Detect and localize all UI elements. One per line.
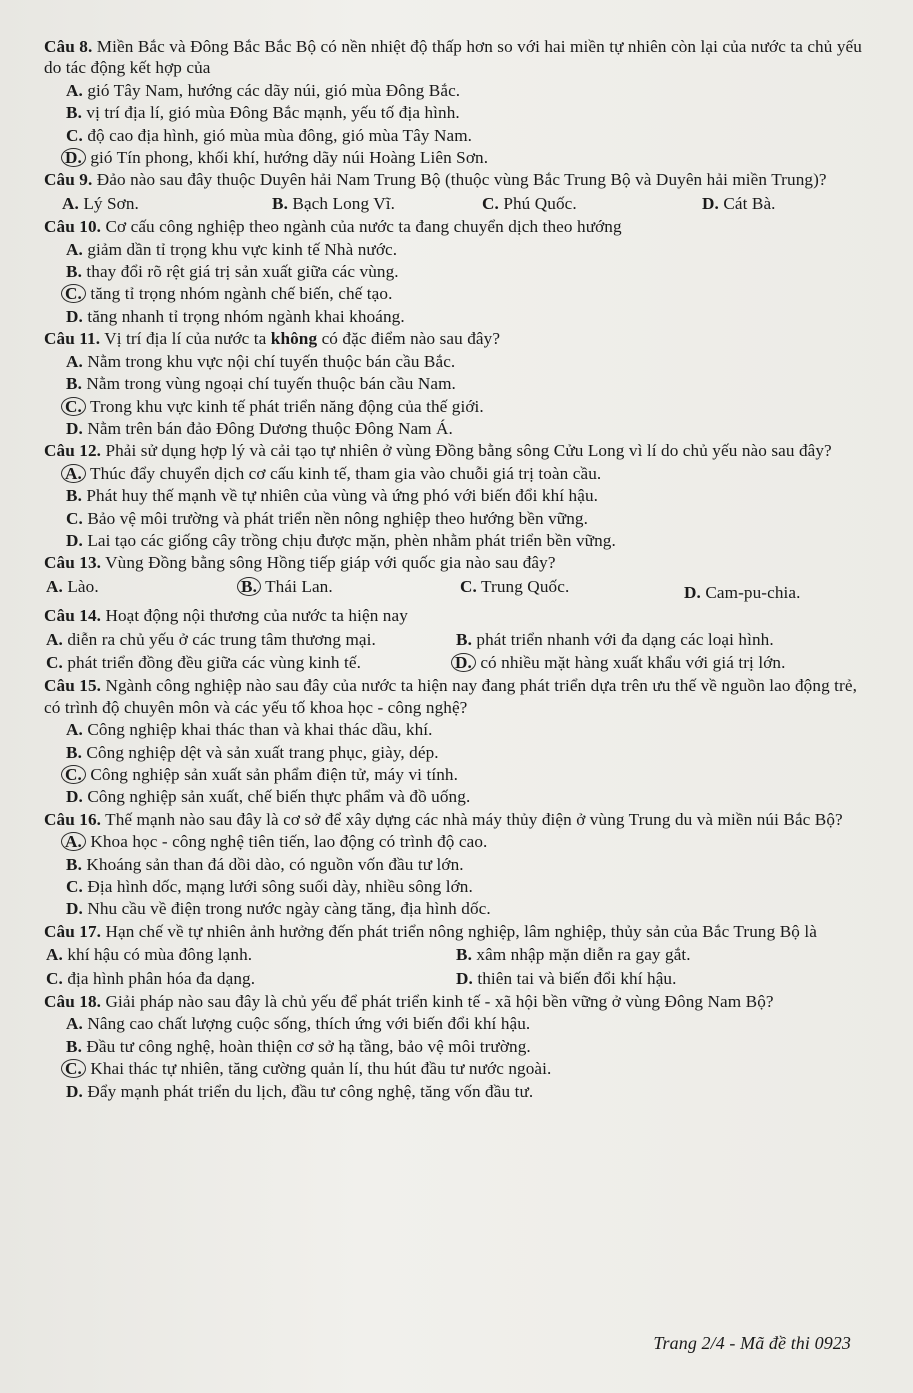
option-d: D. Công nghiệp sản xuất, chế biến thực phẩm và đồ uống.: [66, 787, 471, 807]
question-stem: [44, 675, 873, 718]
option-d: D. Cam-pu-chia.: [684, 582, 801, 602]
question-stem: [44, 809, 873, 830]
option-b: B. Bạch Long Vĩ.: [272, 193, 396, 213]
question-13: [44, 552, 873, 603]
question-8: [44, 36, 873, 168]
option-c: C. Khai thác tự nhiên, tăng cường quản lí, thu hút đầu tư nước ngoài.: [44, 1058, 873, 1079]
question-stem: [44, 921, 873, 942]
option-c: C. phát triển đồng đều giữa các vùng kinh tế.: [46, 652, 362, 672]
question-text: Cơ cấu công nghiệp theo ngành của nước ta đang chuyển dịch theo hướng: [105, 217, 622, 237]
option-a: A. Công nghiệp khai thác than và khai thác dầu, khí.: [66, 720, 433, 740]
option-d: D. gió Tín phong, khối khí, hướng dãy núi Hoàng Liên Sơn.: [44, 147, 873, 168]
options-row: [44, 944, 873, 965]
options-row: [44, 652, 873, 673]
option-b: B. phát triển nhanh với đa dạng các loại hình.: [456, 629, 774, 649]
question-text: Miền Bắc và Đông Bắc Bắc Bộ có nền nhiệt độ thấp hơn so với hai miền tự nhiên còn lại của nước ta chủ yếu do tác động kết hợp của: [44, 37, 862, 78]
option-b: B. Công nghiệp dệt và sản xuất trang phục, giày, dép.: [66, 742, 439, 762]
option-b: B. xâm nhập mặn diễn ra gay gắt.: [456, 945, 691, 965]
question-15: [44, 675, 873, 807]
option-c: C. Trong khu vực kinh tế phát triển năng động của thế giới.: [44, 396, 873, 417]
question-number: Câu 16.: [44, 809, 102, 829]
question-9: [44, 169, 873, 214]
option-c: C. Bảo vệ môi trường và phát triển nền nông nghiệp theo hướng bền vững.: [66, 508, 588, 528]
option-d: D. Nhu cầu về điện trong nước ngày càng tăng, địa hình dốc.: [66, 899, 491, 919]
question-stem: [44, 552, 873, 573]
question-17: [44, 921, 873, 989]
question-stem: [44, 991, 873, 1012]
question-number: Câu 14.: [44, 606, 102, 626]
question-stem: [44, 605, 873, 626]
question-number: Câu 17.: [44, 921, 102, 941]
page-footer: Trang 2/4 - Mã đề thi 0923: [653, 1333, 851, 1353]
option-a: A. Lý Sơn.: [62, 193, 139, 213]
option-d: D. tăng nhanh tỉ trọng nhóm ngành khai khoáng.: [66, 306, 405, 326]
option-b: B. Đầu tư công nghệ, hoàn thiện cơ sở hạ tầng, bảo vệ môi trường.: [66, 1036, 531, 1056]
question-stem: Câu 11. Vị trí địa lí của nước ta không có đặc điểm nào sau đây?: [44, 329, 501, 349]
question-number: Câu 13.: [44, 553, 102, 573]
question-stem: [44, 440, 873, 461]
question-11: [44, 328, 873, 439]
option-b: B. thay đổi rõ rệt giá trị sản xuất giữa các vùng.: [66, 262, 399, 282]
question-10: [44, 216, 873, 327]
option-c: C. Phú Quốc.: [482, 193, 577, 213]
question-number: Câu 12.: [44, 441, 102, 461]
options-row: [44, 576, 873, 603]
option-d: D. Lai tạo các giống cây trồng chịu được mặn, phèn nhằm phát triển bền vững.: [66, 530, 616, 550]
option-b: B. vị trí địa lí, gió mùa Đông Bắc mạnh, yếu tố địa hình.: [66, 103, 460, 123]
question-stem: [44, 36, 873, 79]
option-a: A. Nằm trong khu vực nội chí tuyến thuộc bán cầu Bắc.: [66, 351, 456, 371]
option-a: A. khí hậu có mùa đông lạnh.: [46, 945, 253, 965]
option-b: B. Thái Lan.: [242, 576, 460, 603]
question-text: Hạn chế về tự nhiên ảnh hưởng đến phát triển nông nghiệp, lâm nghiệp, thủy sản của Bắc Trung Bộ là: [105, 921, 817, 941]
option-a: A. Lào.: [46, 576, 99, 596]
question-number: Câu 11.: [44, 329, 101, 349]
question-16: [44, 809, 873, 920]
question-text: Vùng Đồng bằng sông Hồng tiếp giáp với quốc gia nào sau đây?: [105, 553, 556, 573]
question-number: Câu 8.: [44, 37, 93, 56]
question-stem: [44, 169, 873, 190]
option-c: C. Trung Quốc.: [460, 576, 570, 596]
option-d: D. Đẩy mạnh phát triển du lịch, đầu tư công nghệ, tăng vốn đầu tư.: [66, 1081, 534, 1101]
option-c: C. địa hình phân hóa đa dạng.: [46, 968, 256, 988]
question-text: Hoạt động nội thương của nước ta hiện nay: [105, 606, 408, 626]
question-number: Câu 18.: [44, 992, 102, 1012]
option-b: B. Khoáng sản than đá dồi dào, có nguồn vốn đầu tư lớn.: [66, 854, 464, 874]
question-text: Đảo nào sau đây thuộc Duyên hải Nam Trung Bộ (thuộc vùng Bắc Trung Bộ và Duyên hải miền Trung)?: [96, 170, 827, 190]
question-14: [44, 605, 873, 673]
emphasis-word: không: [270, 329, 318, 349]
option-d: D. có nhiều mặt hàng xuất khẩu với giá trị lớn.: [456, 652, 785, 673]
option-b: B. Nằm trong vùng ngoại chí tuyến thuộc bán cầu Nam.: [66, 374, 456, 394]
question-number: Câu 9.: [44, 170, 93, 190]
question-text: Thế mạnh nào sau đây là cơ sở để xây dựng các nhà máy thủy điện ở vùng Trung du và miền núi Bắc Bộ?: [105, 809, 843, 829]
option-b: B. Phát huy thế mạnh về tự nhiên của vùng và ứng phó với biến đổi khí hậu.: [66, 486, 599, 506]
option-a: A. gió Tây Nam, hướng các dãy núi, gió mùa Đông Bắc.: [66, 80, 461, 100]
question-text: Ngành công nghiệp nào sau đây của nước ta hiện nay đang phát triển dựa trên ưu thế về nguồn lao động trẻ, có trình độ chuyên môn và các yếu tố khoa học - công nghệ?: [44, 676, 857, 717]
question-number: Câu 10.: [44, 217, 102, 237]
option-d: D. Cát Bà.: [702, 193, 776, 213]
option-d: D. thiên tai và biến đổi khí hậu.: [456, 968, 677, 988]
option-d: D. Nằm trên bán đảo Đông Dương thuộc Đông Nam Á.: [66, 418, 453, 438]
question-18: [44, 991, 873, 1102]
question-12: [44, 440, 873, 551]
option-a: A. giảm dần tỉ trọng khu vực kinh tế Nhà nước.: [66, 239, 398, 259]
options-row: [44, 968, 873, 989]
option-c: C. Địa hình dốc, mạng lưới sông suối dày, nhiều sông lớn.: [66, 877, 473, 897]
options-row: [44, 193, 873, 214]
option-a: A. Thúc đẩy chuyển dịch cơ cấu kinh tế, tham gia vào chuỗi giá trị toàn cầu.: [44, 463, 873, 484]
option-a: A. Nâng cao chất lượng cuộc sống, thích ứng với biến đổi khí hậu.: [66, 1014, 531, 1034]
option-c: C. tăng tỉ trọng nhóm ngành chế biến, chế tạo.: [44, 283, 873, 304]
options-row: [44, 629, 873, 650]
question-text: Giải pháp nào sau đây là chủ yếu để phát triển kinh tế - xã hội bền vững ở vùng Đông Nam Bộ?: [105, 992, 774, 1012]
option-c: C. Công nghiệp sản xuất sản phẩm điện tử, máy vi tính.: [44, 764, 873, 785]
option-c: C. độ cao địa hình, gió mùa mùa đông, gió mùa Tây Nam.: [66, 125, 473, 145]
question-text: Phải sử dụng hợp lý và cải tạo tự nhiên ở vùng Đồng bằng sông Cửu Long vì lí do chủ yếu nào sau đây?: [105, 441, 832, 461]
option-a: A. diễn ra chủ yếu ở các trung tâm thương mại.: [46, 629, 376, 649]
question-stem: [44, 216, 873, 237]
question-number: Câu 15.: [44, 676, 102, 696]
option-a: A. Khoa học - công nghệ tiên tiến, lao động có trình độ cao.: [44, 831, 873, 852]
